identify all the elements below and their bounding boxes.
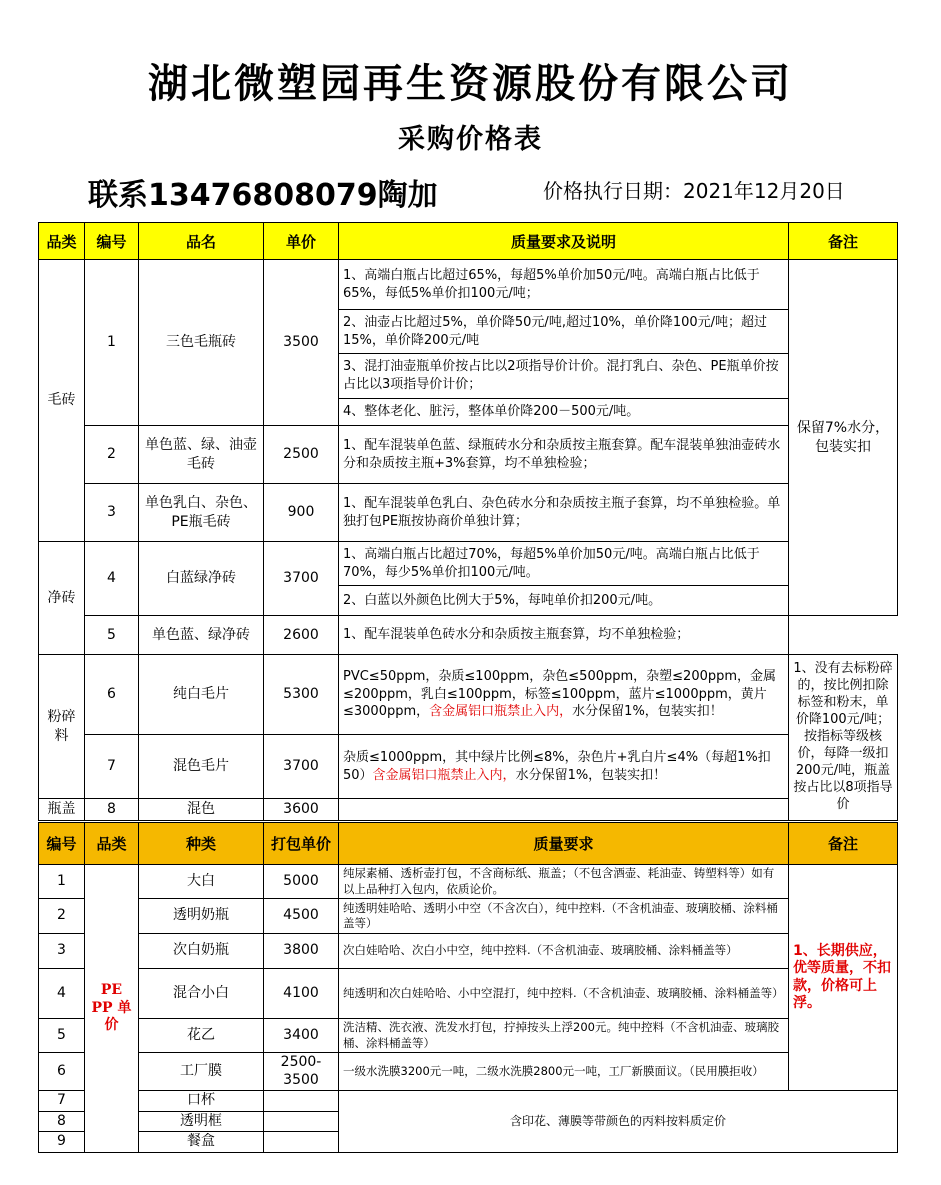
table-row <box>39 934 898 969</box>
quality-note: 3、混打油壶瓶单价按占比以2项指导价计价。混打乳白、杂色、PE瓶单价按占比以3项指导价计价； <box>339 354 789 399</box>
col-header-number: 编号 <box>39 823 85 865</box>
quality-note: 纯透明和次白娃哈哈、小中空混打，纯中控料.（不含机油壶、玻璃胶桶、涂料桶盖等） <box>339 969 789 1019</box>
table-row <box>39 969 898 1019</box>
quality-note: 2、白蓝以外颜色比例大于5%，每吨单价扣200元/吨。 <box>339 586 789 616</box>
item-number: 7 <box>85 735 139 799</box>
item-name: 混色毛片 <box>139 735 264 799</box>
item-price: 3400 <box>264 1019 339 1053</box>
quality-note <box>339 655 789 735</box>
quality-note: 一级水洗膜3200元一吨，二级水洗膜2800元一吨，工厂新膜面议。（民用膜拒收） <box>339 1053 789 1091</box>
table-row <box>39 1053 898 1091</box>
table-header-row <box>39 823 898 865</box>
bottle-price-table <box>38 222 898 821</box>
item-kind: 餐盒 <box>139 1132 264 1153</box>
pe-pp-category: PE PP 单价 <box>85 865 139 1153</box>
remark-flakes: 1、没有去标粉碎的，按比例扣除标签和粉末，单价降100元/吨；按指标等级核价，每降一级扣200元/吨，瓶盖按占比以8项指导价 <box>789 655 898 821</box>
col-header-remark: 备注 <box>789 223 898 260</box>
table-row <box>39 616 898 655</box>
item-name: 单色蓝、绿、油壶毛砖 <box>139 426 264 484</box>
col-header-category: 品类 <box>85 823 139 865</box>
quality-note: 2、油壶占比超过5%，单价降50元/吨,超过10%，单价降100元/吨；超过15%，单价降200元/吨 <box>339 310 789 354</box>
item-name: 三色毛瓶砖 <box>139 260 264 426</box>
item-kind: 次白奶瓶 <box>139 934 264 969</box>
category-cell: 毛砖 <box>39 260 85 542</box>
table-row <box>39 799 898 821</box>
item-name: 白蓝绿净砖 <box>139 542 264 616</box>
item-price: 3700 <box>264 542 339 616</box>
item-number: 4 <box>39 969 85 1019</box>
quality-text-tail: 水分保留1%，包装实扣！ <box>515 767 667 783</box>
item-kind: 大白 <box>139 865 264 899</box>
item-name: 单色蓝、绿净砖 <box>139 616 264 655</box>
item-price: 5300 <box>264 655 339 735</box>
item-name: 纯白毛片 <box>139 655 264 735</box>
col-header-quality: 质量要求 <box>339 823 789 865</box>
table-row <box>39 426 898 484</box>
table-row <box>39 899 898 934</box>
remark-bricks: 保留7%水分，包装实扣 <box>789 260 898 616</box>
item-price <box>264 1111 339 1132</box>
item-number: 8 <box>39 1111 85 1132</box>
item-number: 6 <box>39 1053 85 1091</box>
item-kind: 花乙 <box>139 1019 264 1053</box>
col-header-price: 单价 <box>264 223 339 260</box>
table-row <box>39 1091 898 1112</box>
quality-note: 次白娃哈哈、次白小中空，纯中控料.（不含机油壶、玻璃胶桶、涂料桶盖等） <box>339 934 789 969</box>
quality-note: 1、配车混装单色乳白、杂色砖水分和杂质按主瓶子套算，均不单独检验。单独打包PE瓶按协商价单独计算； <box>339 484 789 542</box>
quality-text-tail: 水分保留1%，包装实扣！ <box>572 704 723 720</box>
table-header-row <box>39 223 898 260</box>
quality-note: 纯尿素桶、透析壶打包，不含商标纸、瓶盖；（不包含酒壶、耗油壶、铸塑料等）如有以上品种打入包内，依质论价。 <box>339 865 789 899</box>
item-number: 7 <box>39 1091 85 1112</box>
category-cell: 瓶盖 <box>39 799 85 821</box>
col-header-pack-price: 打包单价 <box>264 823 339 865</box>
item-kind: 口杯 <box>139 1091 264 1112</box>
table-row <box>39 542 898 586</box>
quality-note: 1、配车混装单色蓝、绿瓶砖水分和杂质按主瓶套算。配车混装单独油壶砖水分和杂质按主瓶+3%套算，均不单独检验； <box>339 426 789 484</box>
quality-text: PVC≤50ppm，杂质≤100ppm，杂色≤500ppm，杂塑≤200ppm，金属≤200ppm，乳白≤100ppm，标签≤100ppm，蓝片≤1000ppm，黄片≤3000ppm， <box>343 669 777 720</box>
item-price: 5000 <box>264 865 339 899</box>
aluminum-warning: 含金属铝口瓶禁止入内， <box>429 704 573 720</box>
item-number: 1 <box>39 865 85 899</box>
item-kind: 透明奶瓶 <box>139 899 264 934</box>
item-name: 混色 <box>139 799 264 821</box>
table-row <box>39 655 898 735</box>
item-number: 5 <box>85 616 139 655</box>
company-name: 湖北微塑园再生资源股份有限公司 <box>148 60 793 107</box>
remark-long-term: 1、长期供应，优等质量，不扣款，价格可上浮。 <box>789 865 898 1091</box>
item-number: 5 <box>39 1019 85 1053</box>
execution-date: 价格执行日期：2021年12月20日 <box>543 179 845 203</box>
quality-note: 1、配车混装单色砖水分和杂质按主瓶套算，均不单独检验； <box>339 616 789 655</box>
item-price: 3500 <box>264 260 339 426</box>
table-row <box>39 484 898 542</box>
contact-info: 联系13476808079陶加 <box>88 178 438 213</box>
item-number: 6 <box>85 655 139 735</box>
quality-note: 洗洁精、洗衣液、洗发水打包，拧掉按头上浮200元。纯中控料（不含机油壶、玻璃胶桶、涂料桶盖等） <box>339 1019 789 1053</box>
item-kind: 透明框 <box>139 1111 264 1132</box>
item-number: 8 <box>85 799 139 821</box>
category-cell: 净砖 <box>39 542 85 655</box>
item-price: 2500 <box>264 426 339 484</box>
quality-note <box>339 735 789 799</box>
item-number: 9 <box>39 1132 85 1153</box>
item-number: 1 <box>85 260 139 426</box>
item-price: 900 <box>264 484 339 542</box>
col-header-kind: 种类 <box>139 823 264 865</box>
item-name: 单色乳白、杂色、PE瓶毛砖 <box>139 484 264 542</box>
item-number: 2 <box>39 899 85 934</box>
item-kind: 工厂膜 <box>139 1053 264 1091</box>
col-header-remark: 备注 <box>789 823 898 865</box>
item-number: 3 <box>85 484 139 542</box>
col-header-number: 编号 <box>85 223 139 260</box>
item-number: 4 <box>85 542 139 616</box>
item-number: 2 <box>85 426 139 484</box>
item-price: 3700 <box>264 735 339 799</box>
quality-note: 1、高端白瓶占比超过70%，每超5%单价加50元/吨。高端白瓶占比低于70%，每少5%单价扣100元/吨。 <box>339 542 789 586</box>
page-subtitle: 采购价格表 <box>398 124 543 155</box>
table-row <box>39 735 898 799</box>
item-price <box>264 1091 339 1112</box>
col-header-category: 品类 <box>39 223 85 260</box>
quality-note: 1、高端白瓶占比超过65%，每超5%单价加50元/吨。高端白瓶占比低于65%，每低5%单价扣100元/吨； <box>339 260 789 310</box>
table-row <box>39 865 898 899</box>
item-price: 4500 <box>264 899 339 934</box>
col-header-name: 品名 <box>139 223 264 260</box>
item-price: 4100 <box>264 969 339 1019</box>
table-row <box>39 260 898 310</box>
col-header-quality: 质量要求及说明 <box>339 223 789 260</box>
aluminum-warning: 含金属铝口瓶禁止入内， <box>372 767 516 783</box>
quality-text: 杂质≤1000ppm，其中绿片比例≤8%，杂色片+乳白片≤4%（每超1%扣50） <box>343 749 771 783</box>
item-price: 3600 <box>264 799 339 821</box>
quality-note: 纯透明娃哈哈、透明小中空（不含次白），纯中控料.（不含机油壶、玻璃胶桶、涂料桶盖等） <box>339 899 789 934</box>
quality-note <box>339 799 789 821</box>
category-cell: 粉碎料 <box>39 655 85 799</box>
table-row <box>39 1019 898 1053</box>
item-price <box>264 1132 339 1153</box>
item-price: 3800 <box>264 934 339 969</box>
item-price: 2600 <box>264 616 339 655</box>
item-kind: 混合小白 <box>139 969 264 1019</box>
item-number: 3 <box>39 934 85 969</box>
item-price: 2500-3500 <box>264 1053 339 1091</box>
quality-note: 4、整体老化、脏污，整体单价降200－500元/吨。 <box>339 399 789 426</box>
pe-pp-price-table <box>38 822 898 1153</box>
shared-quality-note: 含印花、薄膜等带颜色的丙料按料质定价 <box>339 1091 898 1153</box>
